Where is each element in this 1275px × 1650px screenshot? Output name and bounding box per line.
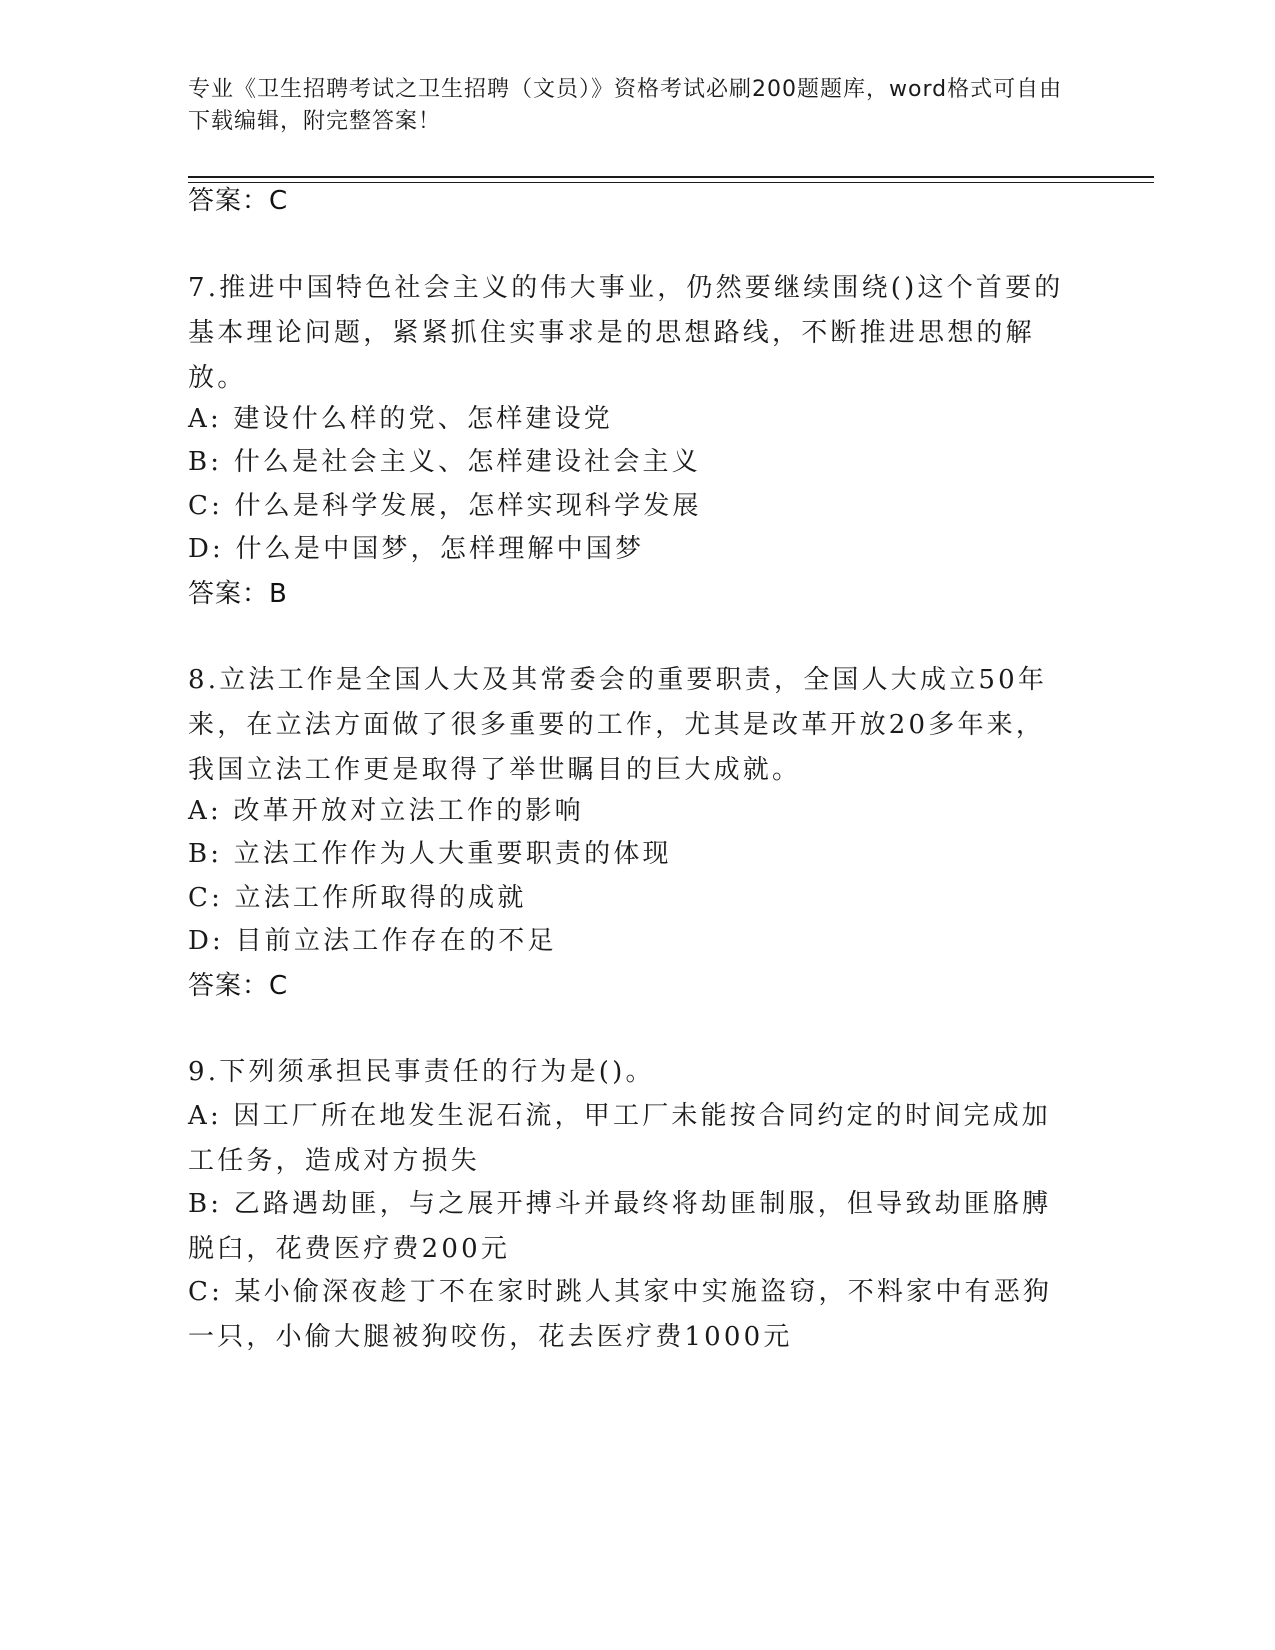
question-7-option-c: C: 什么是科学发展，怎样实现科学发展 xyxy=(188,491,702,521)
answer-previous: 答案：C xyxy=(188,186,289,216)
question-9-option-a: A: 因工厂所在地发生泥石流，甲工厂未能按合同约定的时间完成加工任务，造成对方损失 xyxy=(188,1101,1052,1176)
question-8-answer: 答案：C xyxy=(188,971,289,1001)
question-9-option-c: C: 某小偷深夜趁丁不在家时跳人其家中实施盗窃，不料家中有恶狗一只，小偷大腿被狗咬伤，花去医疗费1000元 xyxy=(188,1277,1053,1352)
header-rule-thin xyxy=(188,182,1154,183)
question-8-option-b: B: 立法工作作为人大重要职责的体现 xyxy=(188,839,672,869)
question-7-option-b: B: 什么是社会主义、怎样建设社会主义 xyxy=(188,447,701,477)
question-8-text: 8.立法工作是全国人大及其常委会的重要职责，全国人大成立50年来，在立法方面做了很多重要的工作，尤其是改革开放20多年来，我国立法工作更是取得了举世瞩目的巨大成就。 xyxy=(188,665,1048,785)
question-8-option-c: C: 立法工作所取得的成就 xyxy=(188,883,527,913)
question-8-option-d: D: 目前立法工作存在的不足 xyxy=(188,926,557,956)
question-7-text: 7.推进中国特色社会主义的伟大事业，仍然要继续围绕()这个首要的基本理论问题，紧紧抓住实事求是的思想路线，不断推进思想的解放。 xyxy=(188,273,1064,393)
question-7-option-a: A: 建设什么样的党、怎样建设党 xyxy=(188,404,614,434)
question-7-option-d: D: 什么是中国梦，怎样理解中国梦 xyxy=(188,534,645,564)
question-9-text: 9.下列须承担民事责任的行为是()。 xyxy=(188,1057,655,1087)
question-8-option-a: A: 改革开放对立法工作的影响 xyxy=(188,796,584,826)
header-rule xyxy=(188,176,1154,178)
question-7-answer: 答案：B xyxy=(188,579,288,609)
question-9-option-b: B: 乙路遇劫匪，与之展开搏斗并最终将劫匪制服，但导致劫匪胳膊脱臼，花费医疗费200元 xyxy=(188,1189,1052,1264)
page-header: 专业《卫生招聘考试之卫生招聘（文员）》资格考试必刷200题题库，word格式可自由下载编辑，附完整答案！ xyxy=(188,77,1063,134)
